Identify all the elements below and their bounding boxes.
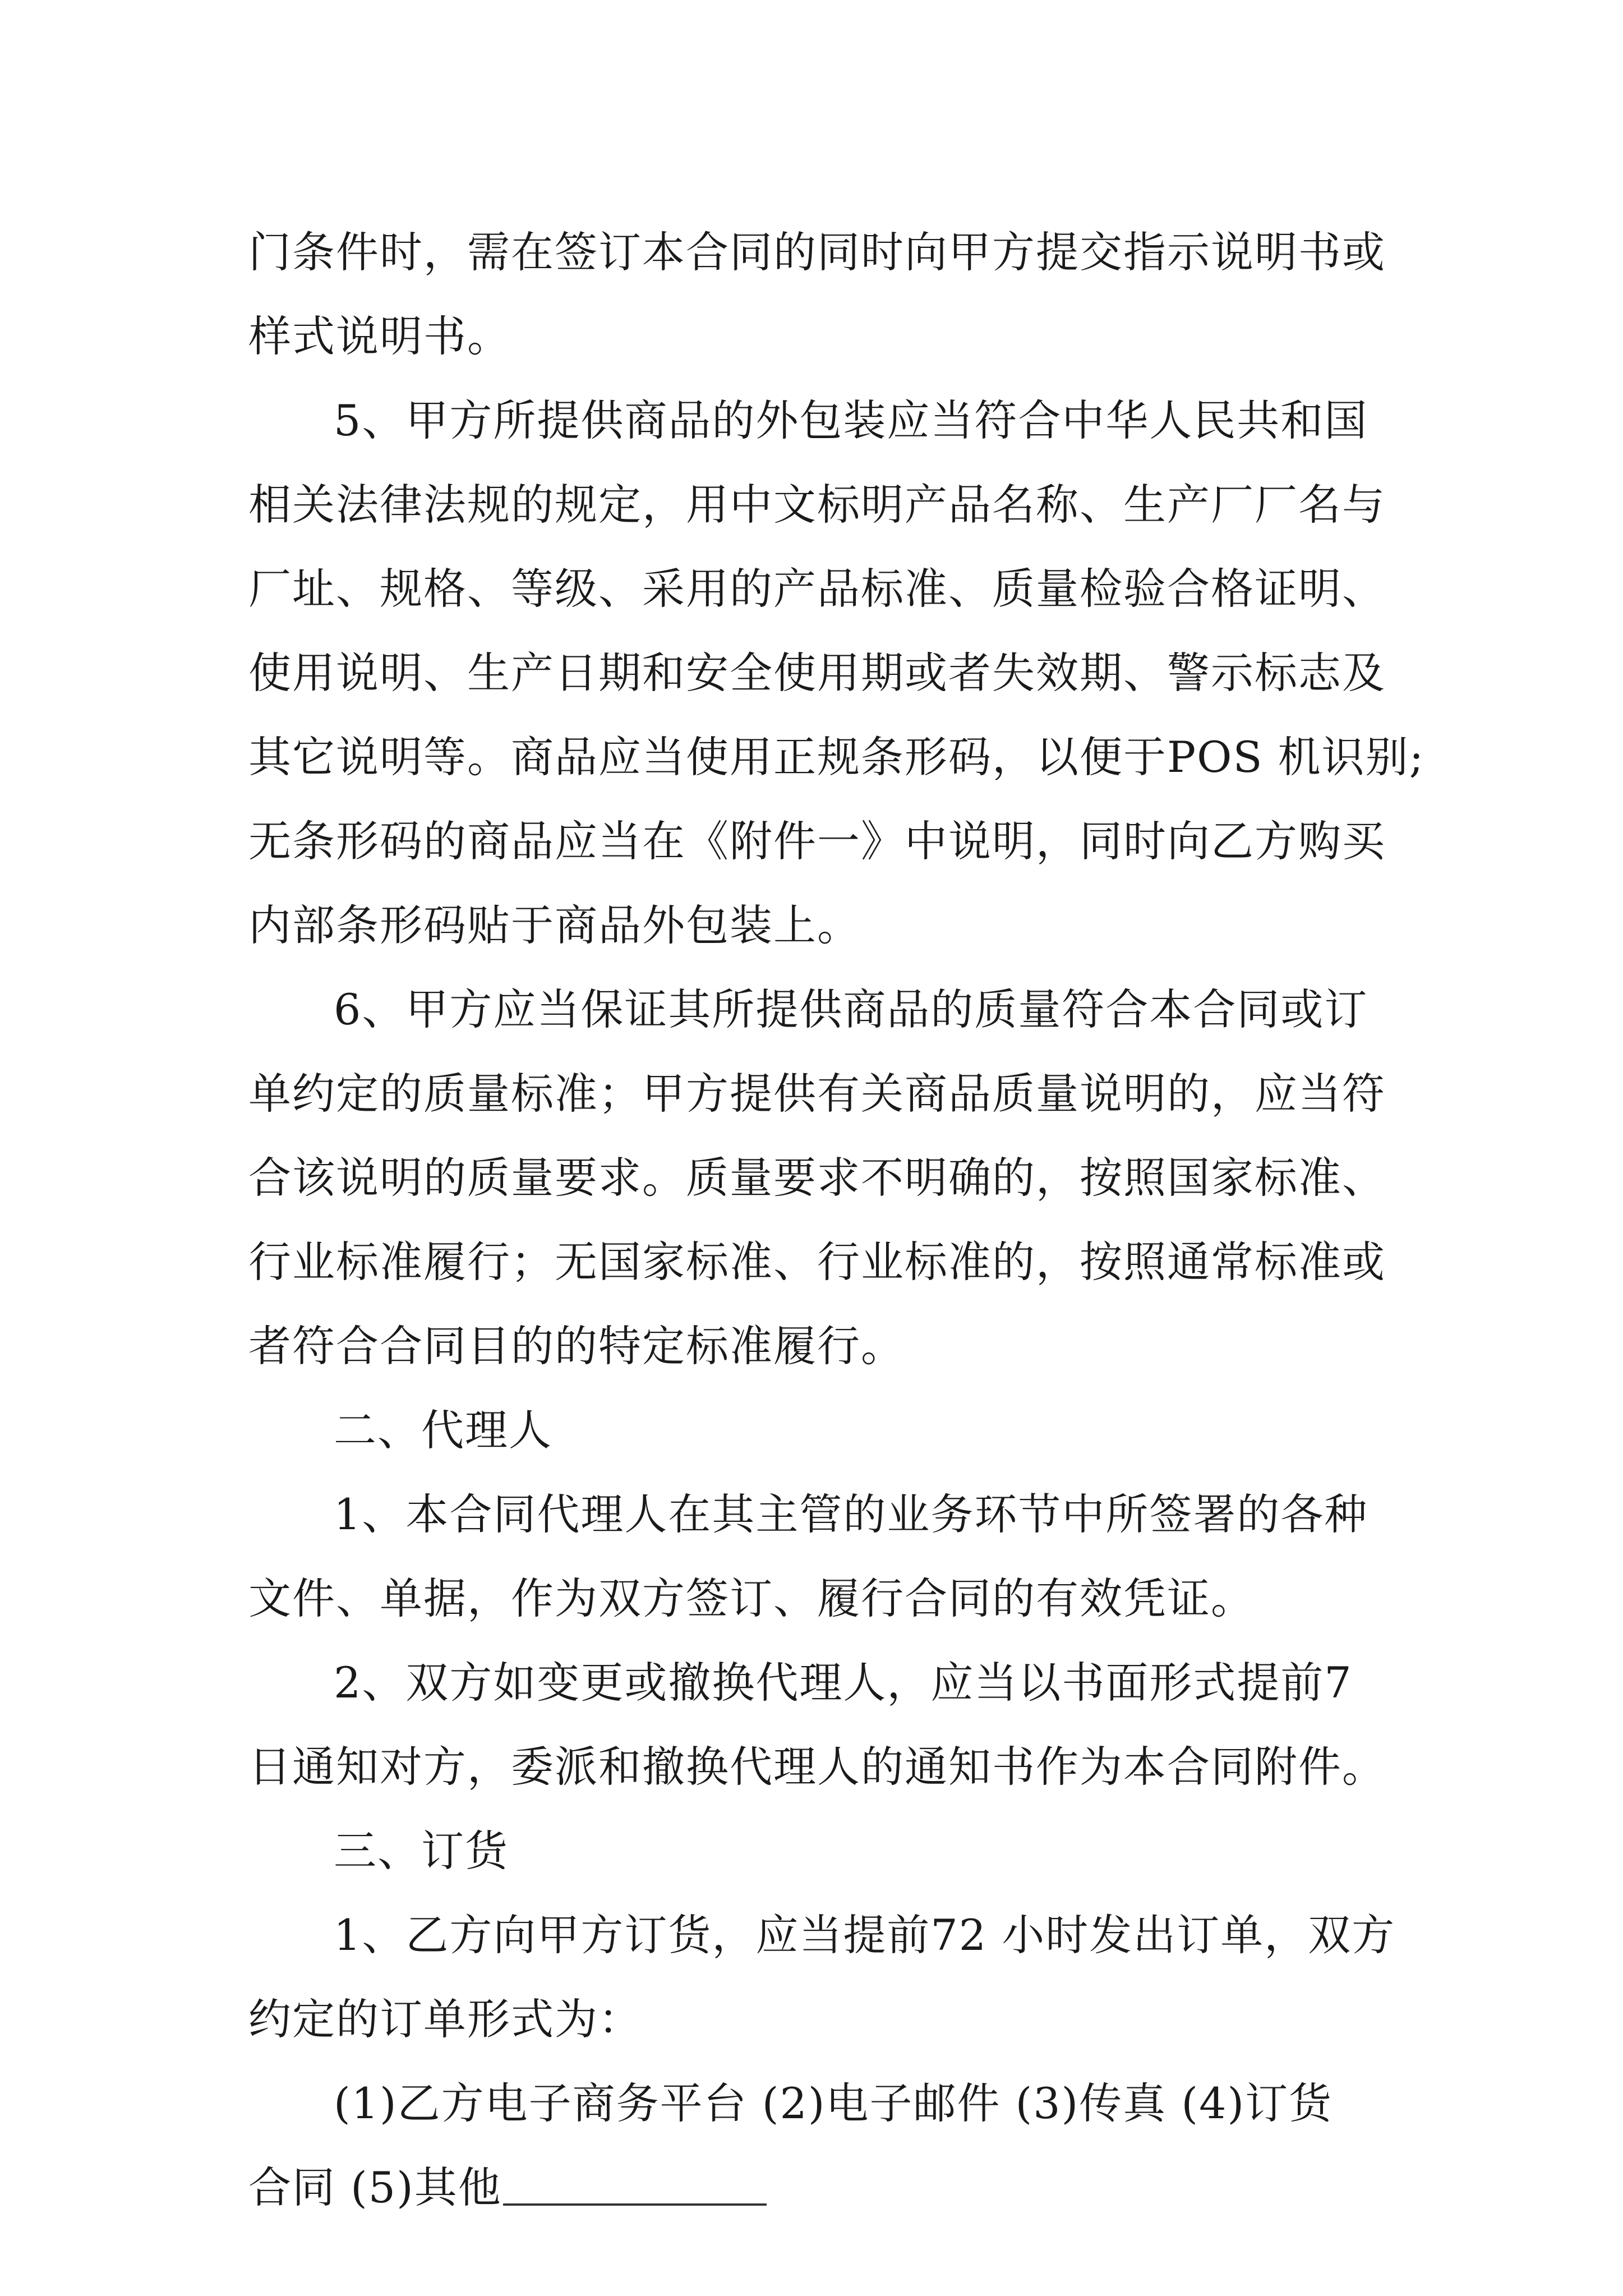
- text-line: 厂址、规格、等级、采用的产品标准、质量检验合格证明、: [248, 564, 1386, 614]
- text-line: 者符合合同目的的特定标准履行。: [248, 1321, 905, 1371]
- text-line: 门条件时，需在签订本合同的同时向甲方提交指示说明书或: [248, 227, 1386, 277]
- text-line: 约定的订单形式为：: [248, 1994, 642, 2044]
- text-line: 行业标准履行；无国家标准、行业标准的，按照通常标准或: [248, 1237, 1386, 1287]
- section-heading: 二、代理人: [334, 1405, 552, 1455]
- document-body: [248, 210, 1425, 2230]
- paragraph-start-line: 6、甲方应当保证其所提供商品的质量符合本合同或订: [334, 984, 1368, 1034]
- text-line: 文件、单据，作为双方签订、履行合同的有效凭证。: [248, 1573, 1255, 1623]
- paragraph-start-line: 1、乙方向甲方订货，应当提前72 小时发出订单，双方: [334, 1910, 1396, 1960]
- text-line: 内部条形码贴于商品外包装上。: [248, 900, 861, 950]
- section-heading: 三、订货: [334, 1826, 509, 1876]
- paragraph-start-line: 5、甲方所提供商品的外包装应当符合中华人民共和国: [334, 395, 1368, 445]
- text-line: 相关法律法规的规定，用中文标明产品名称、生产厂厂名与: [248, 480, 1386, 530]
- text-line: 使用说明、生产日期和安全使用期或者失效期、警示标志及: [248, 648, 1386, 698]
- text-line: 其它说明等。商品应当使用正规条形码，以便于POS 机识别;: [248, 732, 1425, 782]
- text-line: 无条形码的商品应当在《附件一》中说明，同时向乙方购买: [248, 816, 1386, 866]
- order-form-other-label: 合同 (5)其他: [248, 2162, 502, 2212]
- text-line: 单约定的质量标准；甲方提供有关商品质量说明的，应当符: [248, 1069, 1386, 1119]
- fill-in-blank-underline: [503, 2201, 767, 2206]
- text-line: 合该说明的质量要求。质量要求不明确的，按照国家标准、: [248, 1153, 1386, 1203]
- text-line: 样式说明书。: [248, 311, 511, 361]
- paragraph-start-line: (1)乙方电子商务平台 (2)电子邮件 (3)传真 (4)订货: [334, 2078, 1333, 2128]
- paragraph-start-line: 1、本合同代理人在其主管的业务环节中所签署的各种: [334, 1489, 1368, 1539]
- paragraph-start-line: 2、双方如变更或撤换代理人，应当以书面形式提前7: [334, 1658, 1353, 1708]
- text-line-with-blank: [248, 2146, 1393, 2230]
- text-line: 日通知对方，委派和撤换代理人的通知书作为本合同附件。: [248, 1742, 1386, 1792]
